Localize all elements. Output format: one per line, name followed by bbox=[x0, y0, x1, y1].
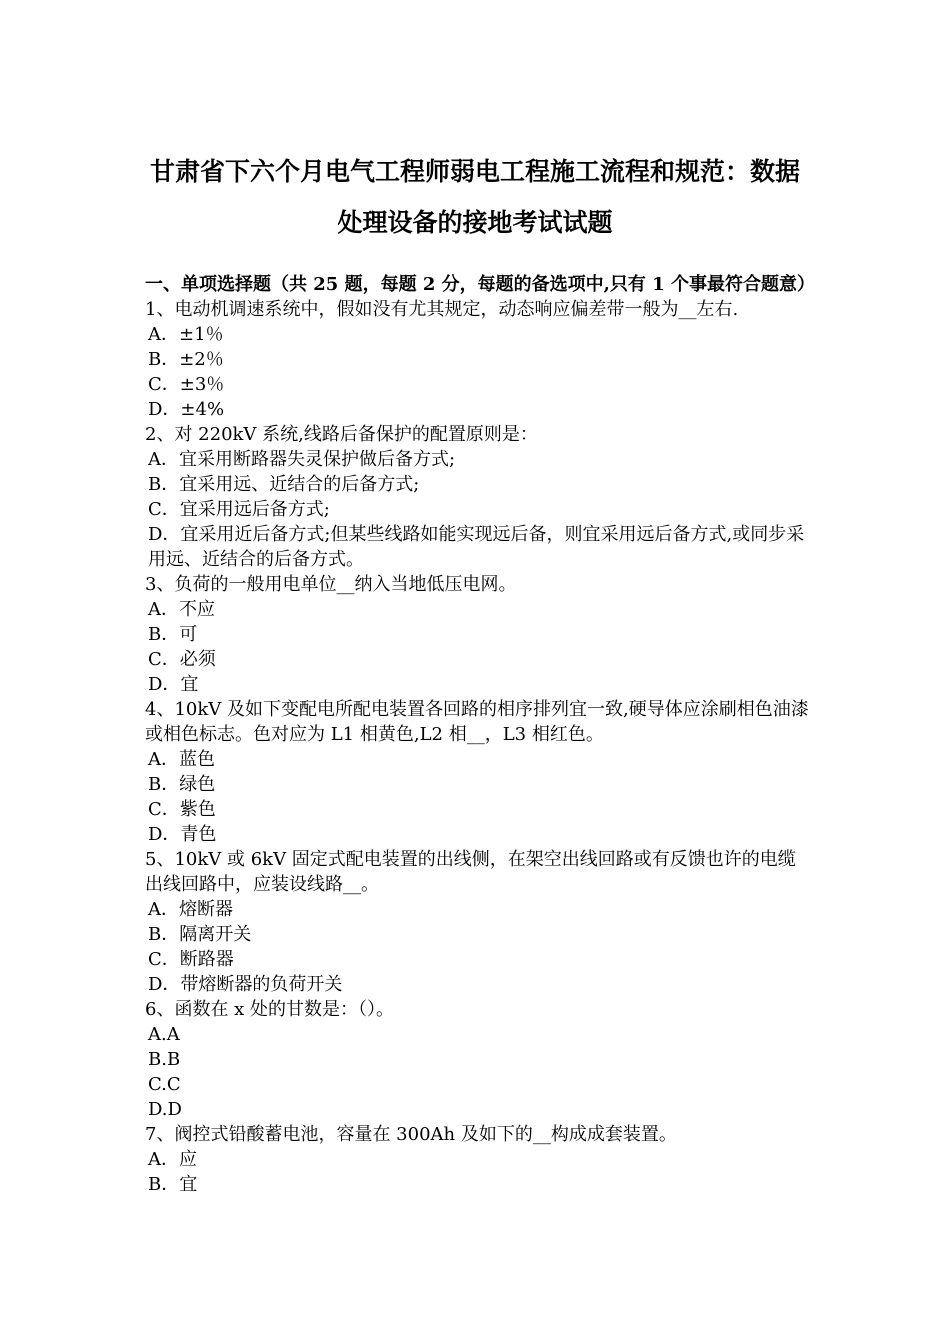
question-3 bbox=[145, 572, 813, 697]
option-b: B．宜 bbox=[148, 1174, 198, 1195]
question-text: 7、阀控式铅酸蓄电池，容量在 300Ah 及如下的__构成成套装置。 bbox=[145, 1124, 677, 1145]
question-text: 2、对 220kV 系统,线路后备保护的配置原则是： bbox=[145, 424, 538, 445]
option-d: D．带熔断器的负荷开关 bbox=[148, 974, 343, 995]
option-c: C．±3％ bbox=[148, 374, 225, 395]
option-d: D.D bbox=[148, 1099, 182, 1120]
document-body bbox=[145, 272, 813, 1197]
option-c: C．紫色 bbox=[148, 799, 216, 820]
option-d: D．青色 bbox=[148, 824, 217, 845]
question-4 bbox=[145, 697, 813, 847]
option-a: A．不应 bbox=[148, 599, 215, 620]
question-text: 6、函数在 x 处的甘数是：（）。 bbox=[145, 999, 395, 1020]
option-b: B．±2％ bbox=[148, 349, 224, 370]
question-2 bbox=[145, 422, 813, 572]
option-d: D．宜采用近后备方式;但某些线路如能实现远后备，则宜采用远后备方式,或同步采用远、近结合的后备方式。 bbox=[148, 524, 805, 570]
option-b: B.B bbox=[148, 1049, 181, 1070]
option-b: B．可 bbox=[148, 624, 198, 645]
option-a: A．蓝色 bbox=[148, 749, 215, 770]
option-c: C．宜采用远后备方式; bbox=[148, 499, 330, 520]
option-a: A．宜采用断路器失灵保护做后备方式; bbox=[148, 449, 456, 470]
option-c: C．断路器 bbox=[148, 949, 234, 970]
option-a: A．±1％ bbox=[148, 324, 224, 345]
option-a: A.A bbox=[148, 1024, 180, 1045]
option-d: D．±4% bbox=[148, 399, 225, 420]
question-7 bbox=[145, 1122, 813, 1197]
question-text: 4、10kV 及如下变配电所配电装置各回路的相序排列宜一致,硬导体应涂刷相色油漆或相色标志。色对应为 L1 相黄色,L2 相__，L3 相红色。 bbox=[145, 699, 809, 745]
question-text: 3、负荷的一般用电单位__纳入当地低压电网。 bbox=[145, 574, 517, 595]
option-a: A．熔断器 bbox=[148, 899, 233, 920]
option-c: C.C bbox=[148, 1074, 181, 1095]
option-d: D．宜 bbox=[148, 674, 199, 695]
question-5 bbox=[145, 847, 813, 997]
option-a: A．应 bbox=[148, 1149, 197, 1170]
document-title: 甘肃省下六个月电气工程师弱电工程施工流程和规范：数据处理设备的接地考试试题 bbox=[149, 157, 800, 237]
option-b: B．绿色 bbox=[148, 774, 216, 795]
option-b: B．宜采用远、近结合的后备方式; bbox=[148, 474, 420, 495]
question-text: 1、电动机调速系统中，假如没有尤其规定，动态响应偏差带一般为__左右. bbox=[145, 299, 739, 320]
option-b: B．隔离开关 bbox=[148, 924, 252, 945]
section-heading: 一、单项选择题（共 25 题，每题 2 分，每题的备选项中,只有 1 个事最符合题意） bbox=[145, 274, 815, 295]
option-c: C．必须 bbox=[148, 649, 216, 670]
question-text: 5、10kV 或 6kV 固定式配电装置的出线侧，在架空出线回路或有反馈也许的电缆出线回路中，应装设线路__。 bbox=[145, 849, 796, 895]
question-1 bbox=[145, 297, 813, 422]
question-6 bbox=[145, 997, 813, 1122]
